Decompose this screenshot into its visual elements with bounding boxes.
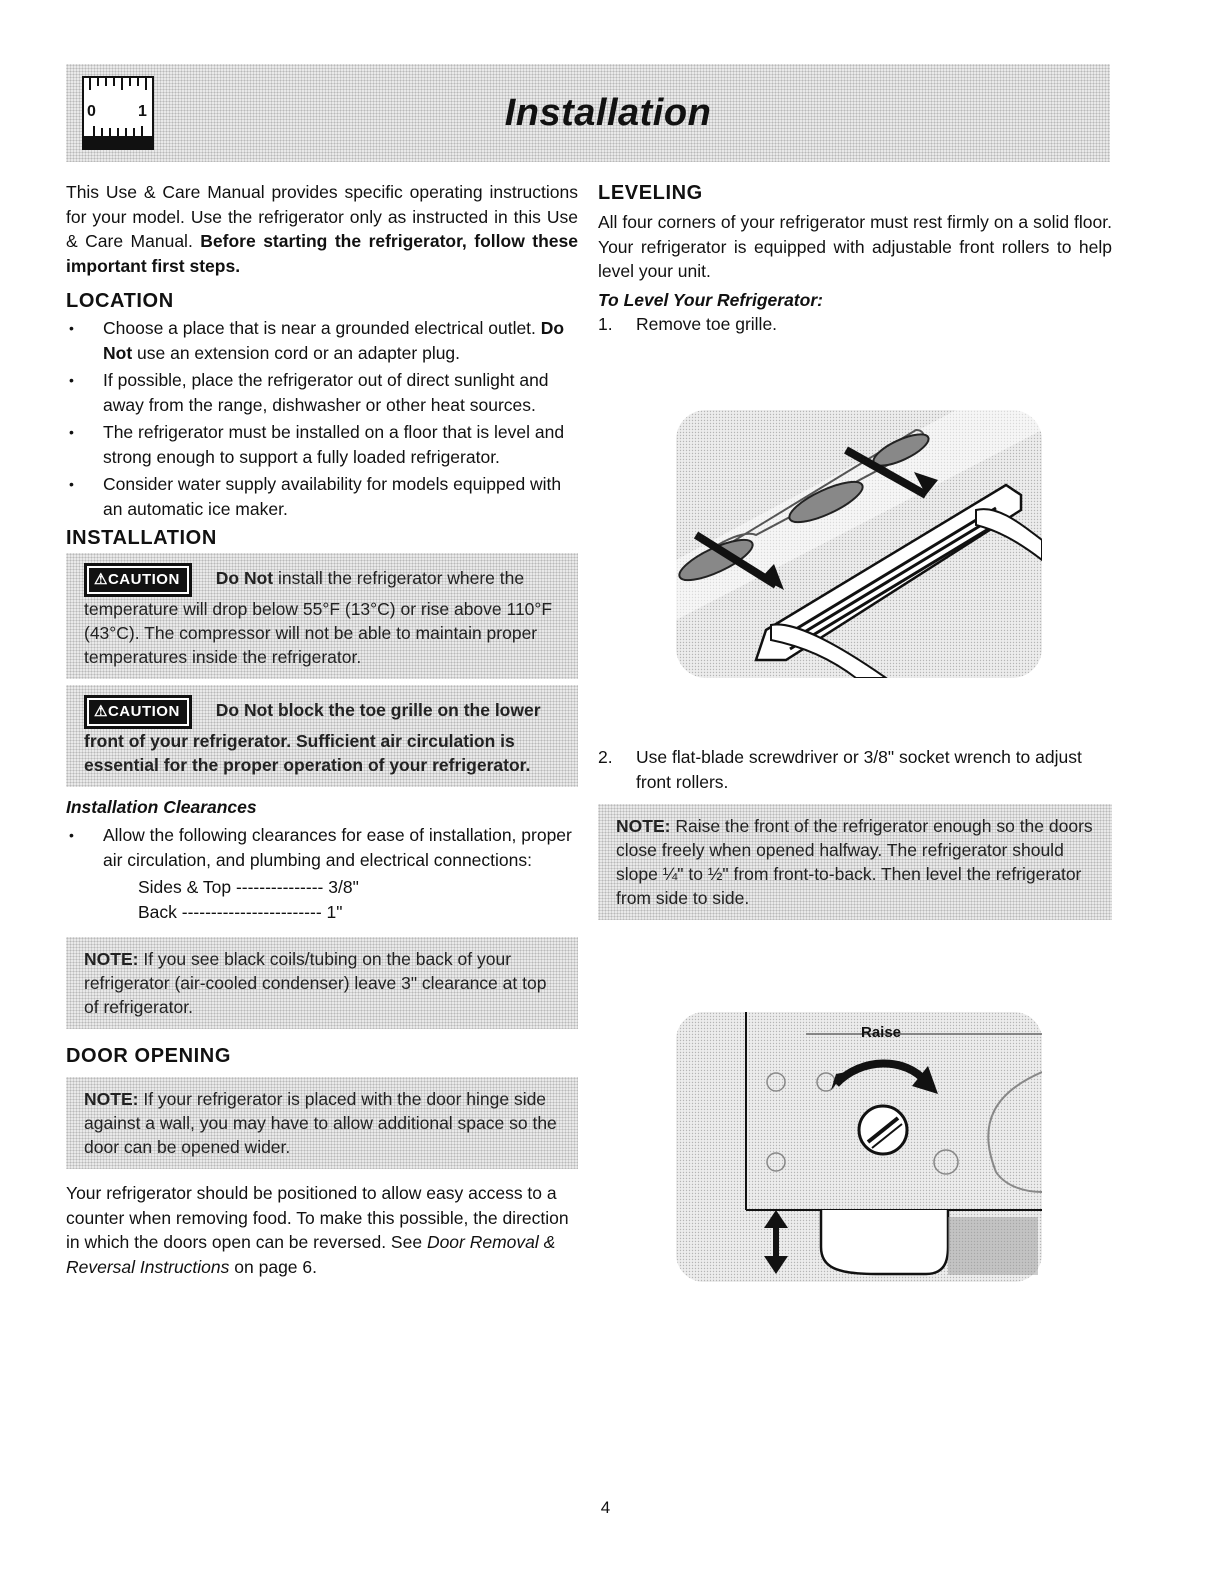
location-heading: LOCATION	[66, 290, 174, 312]
clearances-item: • Allow the following clearances for ease of installation, proper air circulation, and plumbing and electrical connections:	[69, 825, 572, 870]
caution-box-1: ⚠CAUTION Do Not install the refrigerator where the temperature will drop below 55°F (13°C) or rise above 110°F (43°C). The compressor will not be able to maintain proper temperatures inside the refrigerator.	[66, 553, 578, 679]
left-column	[66, 180, 578, 1279]
bullet-icon: •	[69, 372, 74, 388]
page-number: 4	[600, 1498, 611, 1517]
intro-bold: Before starting the refrigerator, follow these important first steps.	[66, 231, 578, 276]
clearance-row-back: Back ------------------------ 1"	[138, 902, 343, 922]
note-box-raise: NOTE: Raise the front of the refrigerator enough so the doors close freely when opened halfway. The refrigerator should slope ¼" to ½" from front-to-back. Then level the refrigerator from side to side.	[598, 804, 1112, 920]
clearances-list	[66, 823, 578, 872]
ruler-label-0: 0	[87, 103, 96, 120]
note-box-door: NOTE: If your refrigerator is placed with the door hinge side against a wall, you may have to allow additional space so the door can be opened wider.	[66, 1077, 578, 1169]
bullet-icon: •	[69, 424, 74, 440]
leveling-step-2-wrap	[598, 745, 1112, 920]
caution-box-2: ⚠CAUTION Do Not block the toe grille on the lower front of your refrigerator. Sufficient air circulation is essential for the proper operation of your refrigerator.	[66, 685, 578, 787]
leveling-paragraph: All four corners of your refrigerator must rest firmly on a solid floor. Your refrigerator is equipped with adjustable front rollers to help level your unit.	[598, 212, 1112, 281]
leveling-step-1: 1. Remove toe grille.	[598, 313, 778, 334]
location-item-2: • If possible, place the refrigerator out of direct sunlight and away from the range, dishwasher or other heat sources.	[69, 370, 549, 415]
intro-text: This Use & Care Manual provides specific operating instructions for your model. Use the refrigerator only as instructed in this Use & Care Manual.	[66, 182, 578, 251]
leveling-subheading: To Level Your Refrigerator:	[598, 289, 823, 310]
raise-label: Raise	[861, 1024, 902, 1041]
header-banner	[66, 64, 1110, 162]
ruler-label-1: 1	[138, 103, 147, 120]
bullet-icon: •	[69, 320, 74, 336]
location-list	[66, 316, 578, 521]
page-title: Installation	[504, 92, 712, 134]
roller-adjust-illustration	[676, 1012, 1042, 1282]
location-item-4: • Consider water supply availability for models equipped with an automatic ice maker.	[69, 474, 562, 519]
toe-grille-illustration	[676, 410, 1042, 678]
installation-heading: INSTALLATION	[66, 527, 217, 549]
leveling-step-2: 2. Use flat-blade screwdriver or 3/8" socket wrench to adjust front rollers.	[598, 747, 1082, 792]
caution-badge: ⚠CAUTION	[84, 563, 192, 597]
location-item-3: • The refrigerator must be installed on a floor that is level and strong enough to support a fully loaded refrigerator.	[69, 422, 565, 467]
clearances-heading: Installation Clearances	[66, 797, 257, 817]
note-box-coils: NOTE: If you see black coils/tubing on the back of your refrigerator (air-cooled condenser) leave 3" clearance at top of refrigerator.	[66, 937, 578, 1029]
location-item-1: • Choose a place that is near a grounded electrical outlet. Do Not use an extension cord or an adapter plug.	[69, 318, 565, 363]
door-opening-heading: DOOR OPENING	[66, 1045, 231, 1067]
bullet-icon: •	[69, 476, 74, 492]
caution-badge: ⚠CAUTION	[84, 695, 192, 729]
bullet-icon: •	[69, 827, 74, 843]
door-opening-paragraph: Your refrigerator should be positioned to allow easy access to a counter when removing food. To make this possible, the direction in which the doors open can be reversed. See Door Removal & Reversal Instructions on page 6.	[66, 1183, 569, 1277]
leveling-heading: LEVELING	[598, 182, 703, 204]
clearance-row-sides: Sides & Top --------------- 3/8"	[138, 877, 359, 897]
intro-paragraph	[66, 180, 578, 278]
right-column	[598, 180, 1112, 336]
door-removal-reference: Door Removal & Reversal Instructions	[66, 1232, 556, 1277]
